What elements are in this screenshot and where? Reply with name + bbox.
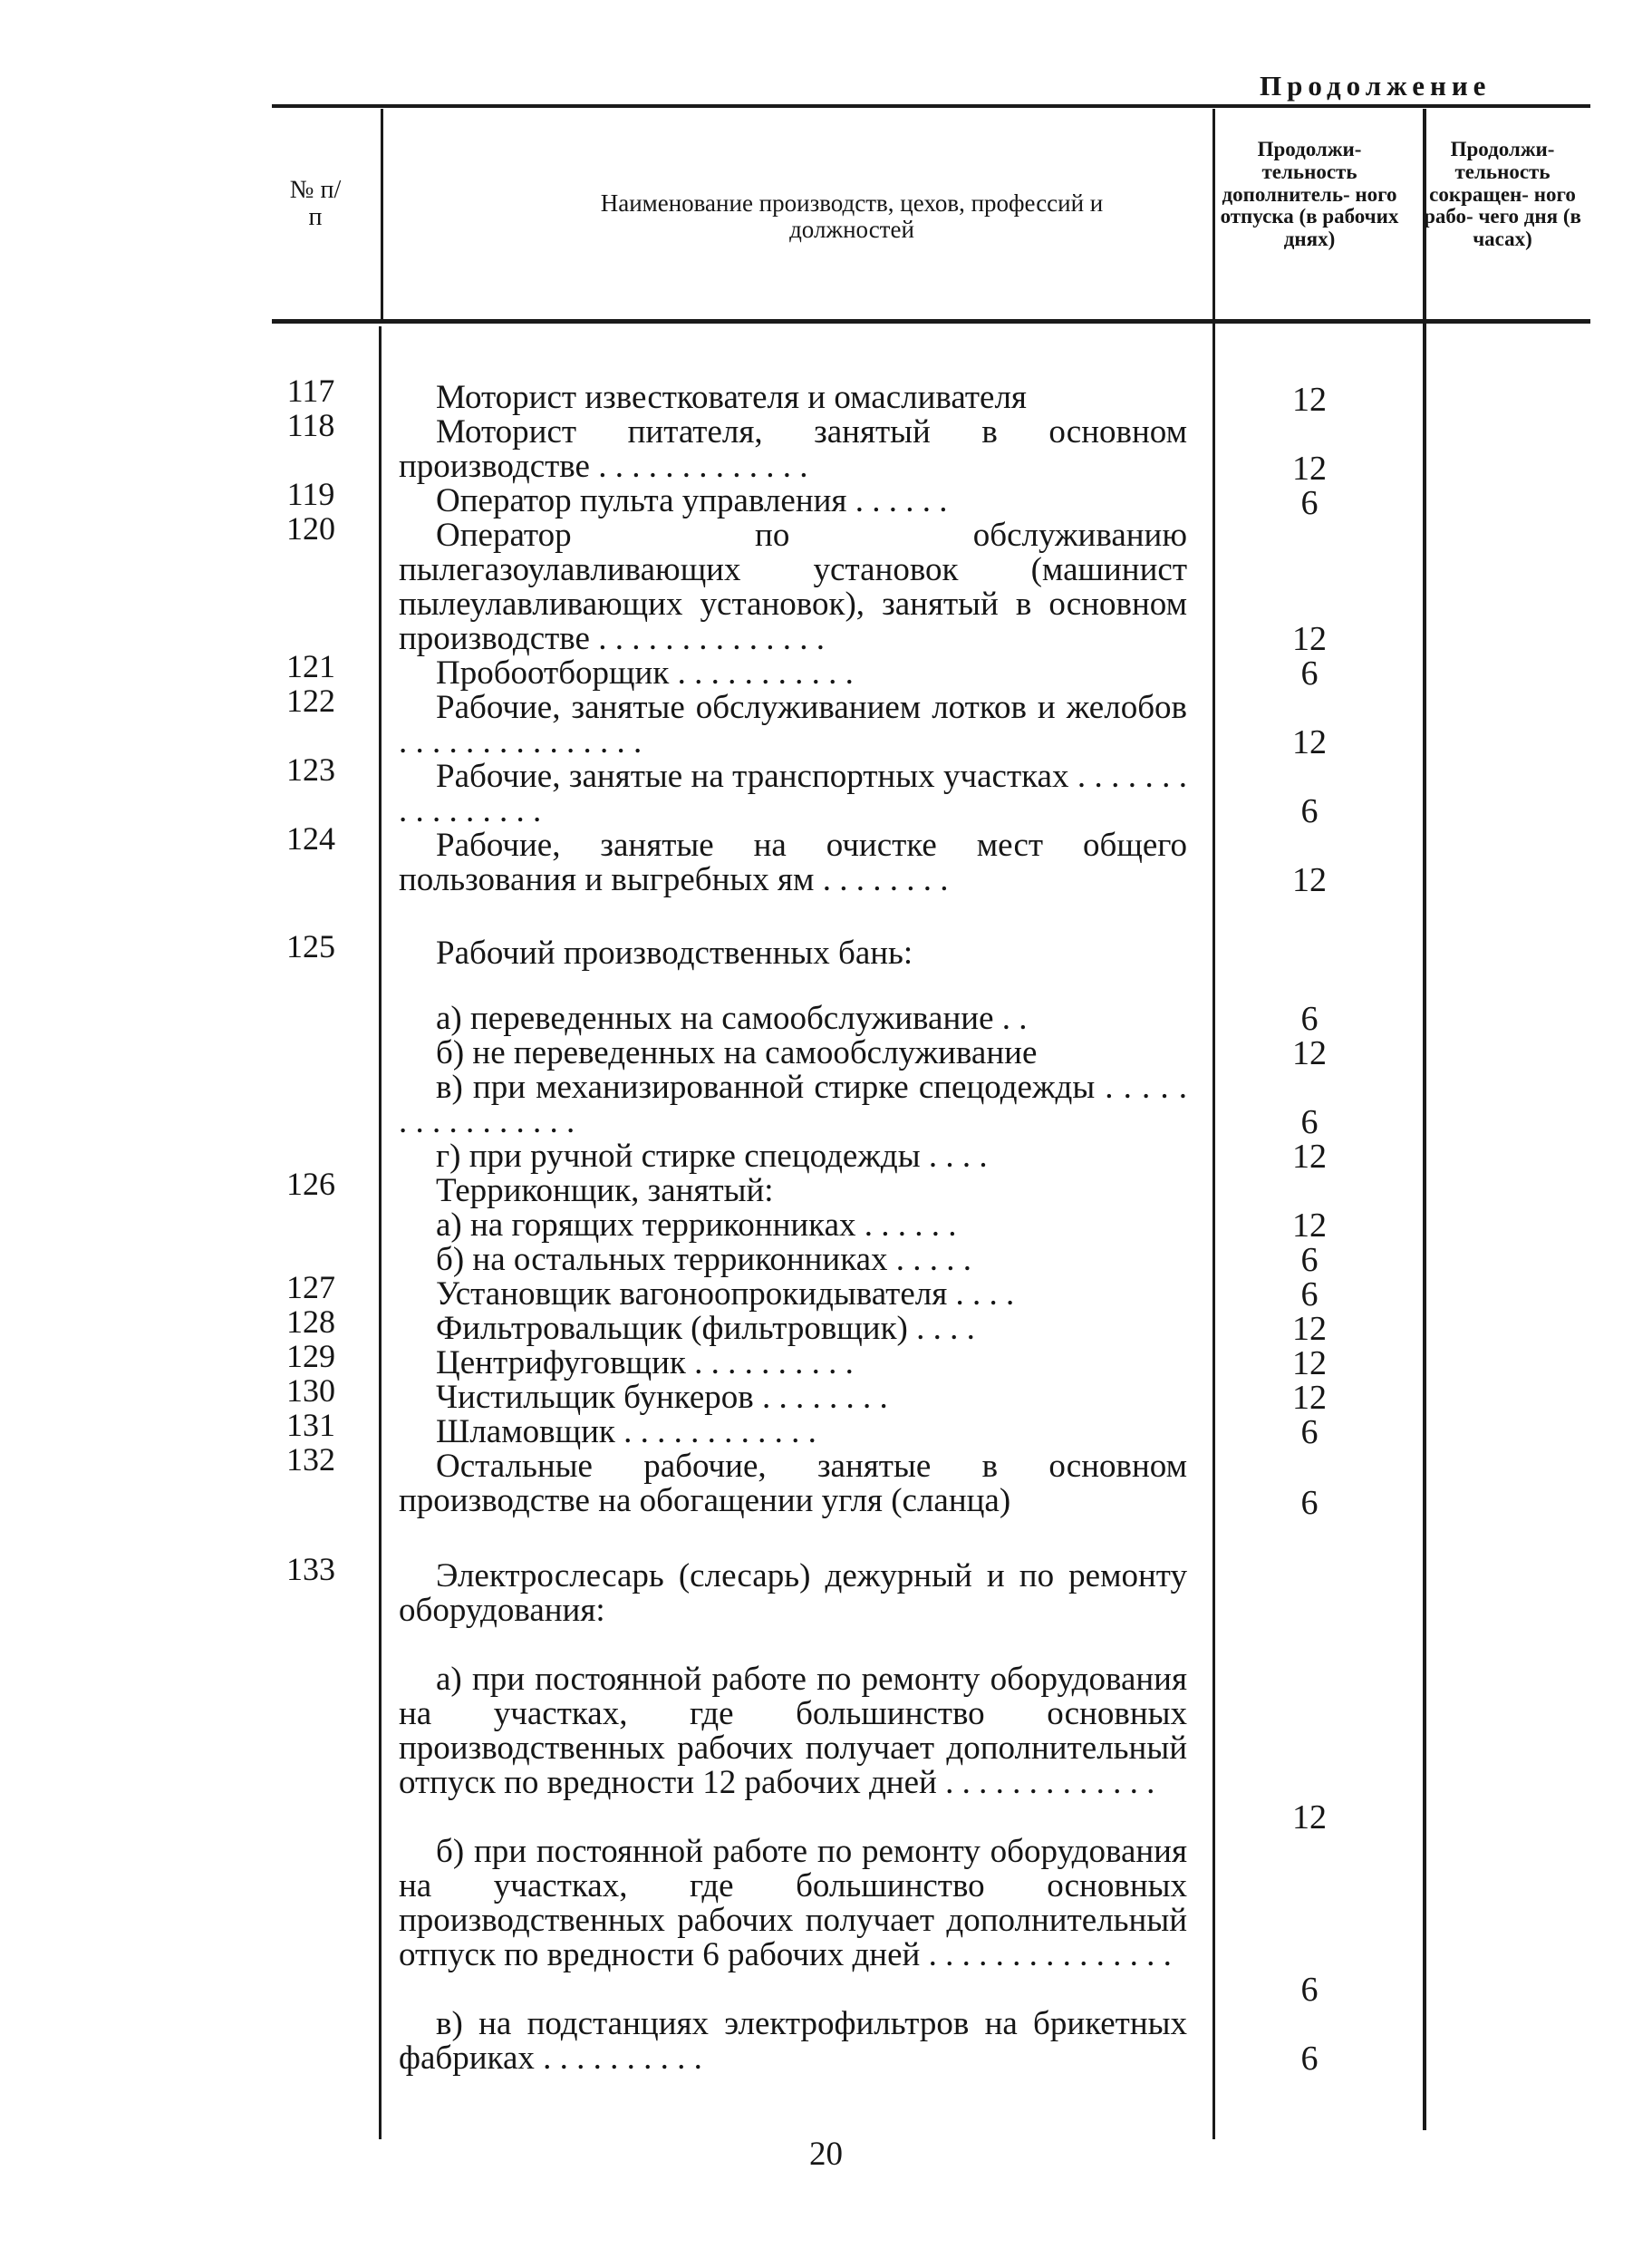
row-text: Фильтровальщик (фильтровщик) . . . . <box>436 1310 975 1347</box>
table-top-rule <box>272 104 1590 108</box>
row-days: 6 <box>1300 1971 1319 2009</box>
header-number: № п/п <box>289 176 342 232</box>
row-number: 122 <box>286 683 335 719</box>
row-days: 6 <box>1300 1103 1319 1141</box>
row-number: 131 <box>286 1407 335 1443</box>
row-days: 6 <box>1300 792 1319 830</box>
row-text: б) не переведенных на самообслуживание <box>436 1034 1038 1071</box>
row-number: 117 <box>286 373 335 409</box>
row-days: 12 <box>1292 861 1327 899</box>
row-text: г) при ручной стирке спецодежды . . . . <box>436 1138 988 1175</box>
column-divider-1 <box>381 109 383 319</box>
row-number: 124 <box>286 820 335 857</box>
header-additional-leave-days: Продолжи- тельность дополнитель- ного отпуска (в рабочих днях) <box>1220 138 1399 251</box>
row-text: б) на остальных терриконниках . . . . . <box>436 1241 972 1278</box>
row-text: а) на горящих терриконниках . . . . . . <box>436 1207 957 1244</box>
row-days: 6 <box>1300 1413 1319 1451</box>
row-days: 12 <box>1292 620 1327 658</box>
row-number: 127 <box>286 1269 335 1305</box>
row-text: Оператор по обслуживанию пылегазоулавливающих установок (машинист пылеулавливающих установок), занятый в основном производстве . . . . . . . . . . . . . . <box>399 517 1187 657</box>
row-text: Остальные рабочие, занятые в основном производстве на обогащении угля (сланца) <box>399 1448 1187 1519</box>
row-days: 12 <box>1292 381 1327 419</box>
row-text: а) переведенных на самообслуживание . . <box>436 1000 1028 1037</box>
row-text: Рабочие, занятые на транспортных участках . . . . . . . . . . . . . . . . <box>399 758 1187 829</box>
column-divider-2 <box>1212 109 1215 2139</box>
row-text: Оператор пульта управления . . . . . . <box>436 482 948 519</box>
row-text: в) при механизированной стирке спецодежды . . . . . . . . . . . . . . . . <box>399 1069 1187 1140</box>
row-text: Шламовщик . . . . . . . . . . . . <box>436 1413 816 1450</box>
row-text: Центрифуговщик . . . . . . . . . . <box>436 1344 854 1381</box>
row-number: 132 <box>286 1441 335 1478</box>
row-number: 133 <box>286 1551 335 1587</box>
row-days: 12 <box>1292 1034 1327 1072</box>
row-text: Рабочий производственных бань: <box>436 935 913 972</box>
header-reduced-workday-hours: Продолжи- тельность сокращен- ного рабо- чего дня (в часах) <box>1424 138 1581 251</box>
row-number: 128 <box>286 1303 335 1340</box>
row-days: 6 <box>1300 1484 1319 1522</box>
row-days: 6 <box>1300 1000 1319 1038</box>
row-text: Пробоотборщик . . . . . . . . . . . <box>436 654 854 692</box>
row-text: Моторист известкователя и омасливателя <box>436 379 1027 416</box>
row-number: 129 <box>286 1338 335 1374</box>
row-days: 12 <box>1292 1310 1327 1348</box>
row-days: 12 <box>1292 1207 1327 1245</box>
header-bottom-rule <box>272 319 1590 324</box>
row-text: б) при постоянной работе по ремонту оборудования на участках, где большинство основных производственных рабочих получает дополнительный отпуск по вредности 6 рабочих дней . . . . . . . . . . . . . . . <box>399 1833 1187 1973</box>
row-days: 6 <box>1300 2040 1319 2078</box>
row-days: 6 <box>1300 484 1319 522</box>
row-text: Рабочие, занятые на очистке мест общего пользования и выгребных ям . . . . . . . . <box>399 827 1187 898</box>
row-text: Чистильщик бункеров . . . . . . . . <box>436 1379 888 1416</box>
column-divider-1-body <box>379 326 382 2139</box>
row-text: а) при постоянной работе по ремонту оборудования на участках, где большинство основных производственных рабочих получает дополнительный отпуск по вредности 12 рабочих дней . . . . . . . . . . . . . <box>399 1661 1187 1801</box>
row-number: 119 <box>286 476 335 512</box>
row-days: 12 <box>1292 1379 1327 1417</box>
page-number: 20 <box>809 2136 843 2173</box>
row-days: 6 <box>1300 1275 1319 1313</box>
row-text: Терриконщик, занятый: <box>436 1172 774 1209</box>
row-number: 121 <box>286 648 335 684</box>
row-days: 12 <box>1292 723 1327 761</box>
row-days: 12 <box>1292 450 1327 488</box>
row-text: Электрослесарь (слесарь) дежурный и по ремонту оборудования: <box>399 1557 1187 1629</box>
row-number: 123 <box>286 751 335 788</box>
row-days: 12 <box>1292 1138 1327 1176</box>
row-text: Рабочие, занятые обслуживанием лотков и желобов . . . . . . . . . . . . . . . <box>399 689 1187 761</box>
continuation-label: Продолжение <box>1260 70 1492 102</box>
row-number: 126 <box>286 1166 335 1202</box>
header-name: Наименование производств, цехов, профессий и должностей <box>600 189 1104 244</box>
row-text: Установщик вагоноопрокидывателя . . . . <box>436 1275 1015 1313</box>
row-text: в) на подстанциях электрофильтров на брикетных фабриках . . . . . . . . . . <box>399 2005 1187 2077</box>
row-text: Моторист питателя, занятый в основном производстве . . . . . . . . . . . . . <box>399 413 1187 485</box>
row-number: 130 <box>286 1372 335 1409</box>
row-days: 12 <box>1292 1798 1327 1836</box>
row-number: 120 <box>286 510 335 547</box>
row-days: 12 <box>1292 1344 1327 1382</box>
row-days: 6 <box>1300 654 1319 693</box>
column-divider-3 <box>1423 109 1426 2130</box>
row-number: 118 <box>286 407 335 443</box>
row-number: 125 <box>286 928 335 964</box>
row-days: 6 <box>1300 1241 1319 1279</box>
